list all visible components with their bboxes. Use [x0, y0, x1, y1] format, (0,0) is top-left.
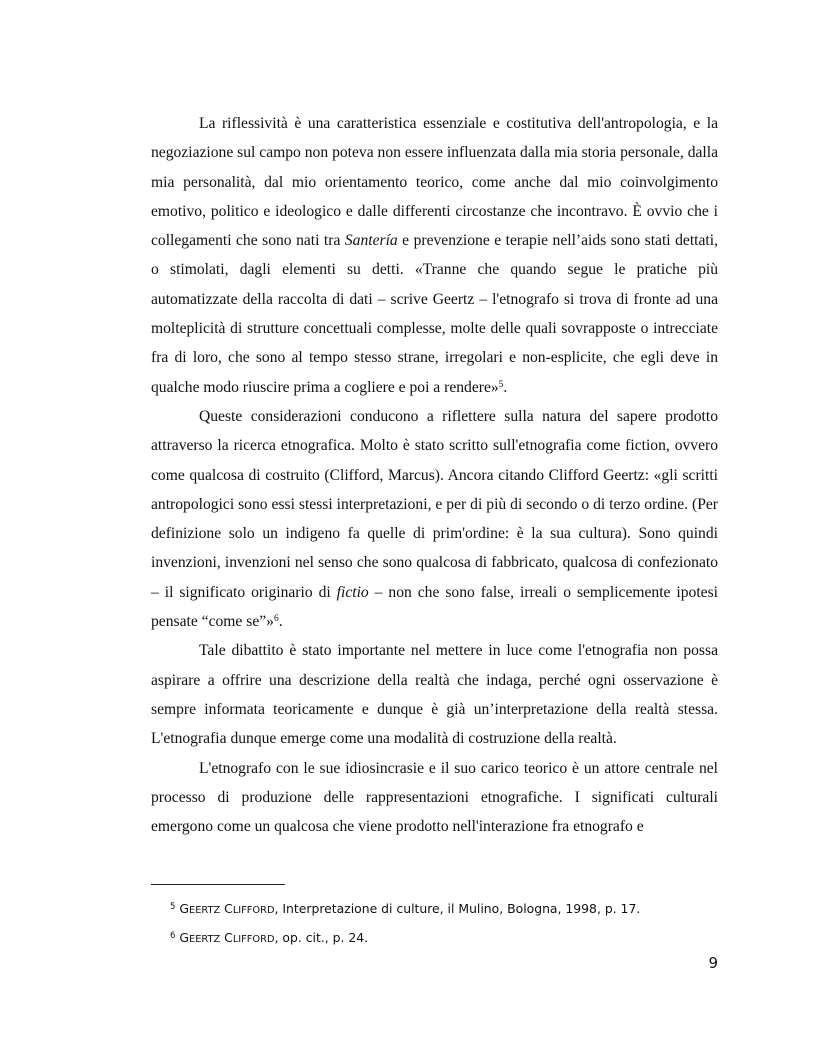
- paragraph-text: Queste considerazioni conducono a riflettere sulla natura del sapere prodotto attraverso la ricerca etnografica. Molto è stato scritto sull'etnografia come fiction, ovvero come qualcosa di costruito (Clifford, Marcus). Ancora citando Clifford Geertz: «gli scritti antropologici sono essi stessi interpretazioni, e per di più di secondo o di terzo ordine. (Per definizione solo un indigeno fa quelle di prim'ordine: è la sua cultura). Sono quindi invenzioni, invenzioni nel senso che sono qualcosa di fabbricato, qualcosa di confezionato – il significato originario di: [151, 407, 718, 601]
- italic-term: Santería: [344, 232, 398, 250]
- footnote-reference: 5: [498, 379, 504, 390]
- paragraph: [151, 636, 718, 753]
- page-number: 9: [708, 954, 718, 972]
- body-text: [151, 109, 718, 841]
- footnote: [170, 926, 730, 955]
- paragraph-text: Tale dibattito è stato importante nel mettere in luce come l'etnografia non possa aspirare a offrire una descrizione della realtà che indaga, perché ogni osservazione è sempre informata teoricamente e dunque è già un’interpretazione della realtà stessa. L'etnografia dunque emerge come una modalità di costruzione della realtà.: [151, 642, 718, 748]
- footnote-separator: [151, 884, 285, 885]
- paragraph: [151, 402, 718, 636]
- paragraph-text: .: [278, 613, 283, 631]
- paragraph-text: – non che sono false, irreali o semplicemente ipotesi pensate “come se”»: [151, 583, 718, 631]
- footnotes: [170, 897, 730, 955]
- footnote-author: GEERTZ CLIFFORD: [179, 901, 275, 916]
- footnote-text: , op. cit., p. 24.: [274, 930, 369, 945]
- footnote-number: 5: [170, 902, 176, 912]
- paragraph-text: La riflessività è una caratteristica essenziale e costitutiva dell'antropologia, e la negoziazione sul campo non poteva non essere influenzata dalla mia storia personale, dalla mia personalità, dal mio orientamento teorico, come anche dal mio coinvolgimento emotivo, politico e ideologico e dalle differenti circostanze che incontravo. È ovvio che i collegamenti che sono nati tra: [151, 115, 718, 250]
- paragraph-text: L'etnografo con le sue idiosincrasie e il suo carico teorico è un attore centrale nel processo di produzione delle rappresentazioni etnografiche. I significati culturali emergono come un qualcosa che viene prodotto nell'interazione fra etnografo e: [151, 759, 718, 836]
- footnote-reference: 6: [273, 614, 279, 625]
- paragraph: [151, 109, 718, 402]
- footnote-text: , Interpretazione di culture, il Mulino, Bologna, 1998, p. 17.: [274, 901, 641, 916]
- paragraph: [151, 754, 718, 842]
- footnote: [170, 897, 730, 926]
- footnote-number: 6: [170, 931, 176, 941]
- footnote-author: GEERTZ CLIFFORD: [179, 930, 275, 945]
- paragraph-text: e prevenzione e terapie nell’aids sono stati dettati, o stimolati, dagli elementi su detti. «Tranne che quando segue le pratiche più automatizzate della raccolta di dati – scrive Geertz – l'etnografo si trova di fronte ad una molteplicità di strutture concettuali complesse, molte delle quali sovrapposte o intrecciate fra di loro, che sono al tempo stesso strane, irregolari e non-esplicite, che egli deve in qualche modo riuscire prima a cogliere e poi a rendere»: [151, 232, 718, 396]
- italic-term: fictio: [336, 583, 369, 601]
- paragraph-text: .: [503, 378, 508, 396]
